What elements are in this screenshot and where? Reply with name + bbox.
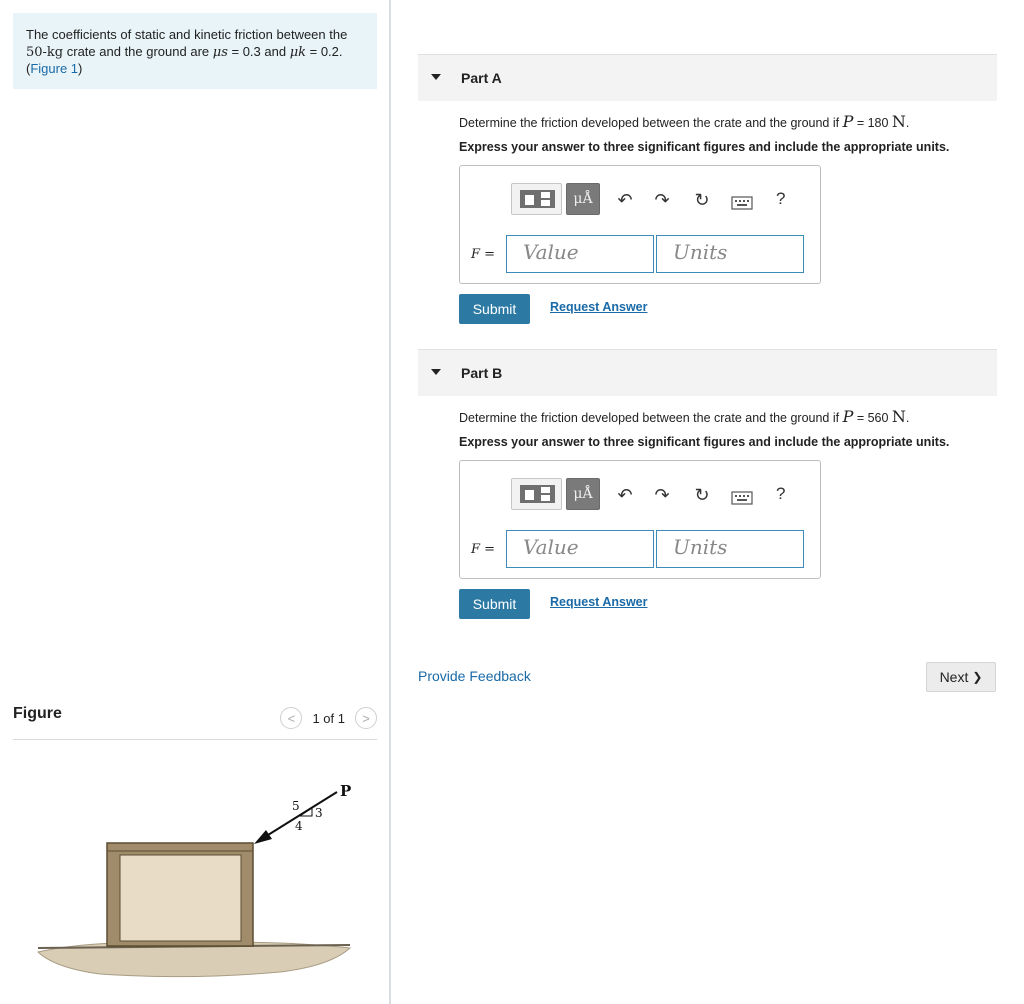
question-text: Determine the friction developed between the crate and the ground if [459, 411, 843, 425]
units-input[interactable]: Units [656, 530, 804, 568]
part-a-answer-box [459, 165, 821, 284]
slope-hyp-label: 5 [292, 799, 300, 813]
templates-button[interactable] [511, 183, 562, 215]
templates-icon [520, 485, 555, 503]
collapse-caret-icon[interactable] [431, 369, 441, 375]
p-value: = 180 [853, 116, 892, 130]
problem-text: crate and the ground are [63, 43, 213, 59]
templates-button[interactable] [511, 478, 562, 510]
answer-label-text: F = [471, 247, 496, 262]
problem-column [0, 0, 390, 1004]
next-label: Next [939, 669, 969, 685]
undo-icon[interactable]: ↶ [617, 485, 633, 505]
units-button[interactable]: μÅ [566, 183, 600, 215]
mu-s-value: = 0.3 and [227, 43, 290, 59]
figure-header [13, 701, 377, 740]
paren-close: ) [78, 61, 83, 76]
part-a-submit-button[interactable]: Submit [459, 294, 530, 324]
help-icon[interactable]: ? [776, 189, 786, 208]
answer-label-text: F = [471, 542, 496, 557]
collapse-caret-icon[interactable] [431, 74, 441, 80]
reset-icon[interactable]: ↻ [694, 485, 710, 505]
crate-figure [30, 770, 360, 995]
pager-text: 1 of 1 [312, 710, 345, 726]
part-a-request-answer-link[interactable]: Request Answer [550, 300, 648, 314]
part-b-header[interactable] [418, 349, 997, 396]
p-value: = 560 [853, 411, 892, 425]
value-input[interactable]: Value [506, 235, 654, 273]
units-input[interactable]: Units [656, 235, 804, 273]
slope-run-label: 4 [295, 819, 303, 833]
force-label: P [340, 782, 352, 800]
unit-n: N [891, 112, 906, 131]
paren-open: ( [26, 61, 31, 76]
reset-icon[interactable]: ↻ [694, 190, 710, 210]
redo-icon[interactable]: ↷ [654, 485, 670, 505]
chevron-right-icon: ❯ [972, 670, 983, 684]
answer-label [471, 246, 495, 262]
slope-rise-label: 3 [315, 806, 323, 820]
part-b-request-answer-link[interactable]: Request Answer [550, 595, 648, 609]
crate-mass: 50-kg [26, 44, 64, 60]
help-icon[interactable]: ? [776, 484, 786, 503]
part-b-title: Part B [461, 365, 503, 381]
problem-statement [13, 13, 377, 89]
part-b-submit-button[interactable]: Submit [459, 589, 530, 619]
keyboard-icon[interactable] [731, 196, 753, 210]
slope-triangle [300, 808, 312, 816]
answer-label [471, 541, 495, 557]
mu-k-value: = 0.2. [306, 43, 343, 59]
redo-icon[interactable]: ↷ [654, 190, 670, 210]
part-b-instruction: Express your answer to three significant figures and include the appropriate units. [459, 435, 950, 449]
problem-line1: The coefficients of static and kinetic friction between the [26, 27, 348, 42]
value-input[interactable]: Value [506, 530, 654, 568]
crate-panel [120, 855, 241, 941]
part-b-answer-box [459, 460, 821, 579]
question-end: . [905, 411, 910, 425]
units-button[interactable]: μÅ [566, 478, 600, 510]
math-toolbar [505, 178, 805, 224]
var-p: P [842, 407, 854, 426]
math-toolbar [505, 473, 805, 519]
next-figure-button[interactable]: > [355, 707, 377, 729]
part-b-question [459, 407, 909, 426]
force-arrow-head [254, 830, 272, 844]
undo-icon[interactable]: ↶ [617, 190, 633, 210]
mu-s-symbol: μs [212, 44, 228, 60]
part-a-title: Part A [461, 70, 502, 86]
keyboard-icon[interactable] [731, 491, 753, 505]
var-p: P [842, 112, 854, 131]
part-a-question [459, 112, 909, 131]
figure-pager [280, 707, 377, 729]
prev-figure-button[interactable]: < [280, 707, 302, 729]
unit-n: N [891, 407, 906, 426]
templates-icon [520, 190, 555, 208]
figure-link[interactable]: Figure 1 [30, 61, 79, 76]
provide-feedback-link[interactable]: Provide Feedback [418, 668, 531, 684]
part-a-header[interactable] [418, 54, 997, 101]
question-text: Determine the friction developed between the crate and the ground if [459, 116, 843, 130]
question-end: . [905, 116, 910, 130]
next-button[interactable] [926, 662, 996, 692]
column-divider [389, 0, 391, 1004]
mu-k-symbol: μk [289, 44, 307, 60]
figure-title: Figure [13, 705, 62, 722]
part-a-instruction: Express your answer to three significant figures and include the appropriate units. [459, 140, 950, 154]
